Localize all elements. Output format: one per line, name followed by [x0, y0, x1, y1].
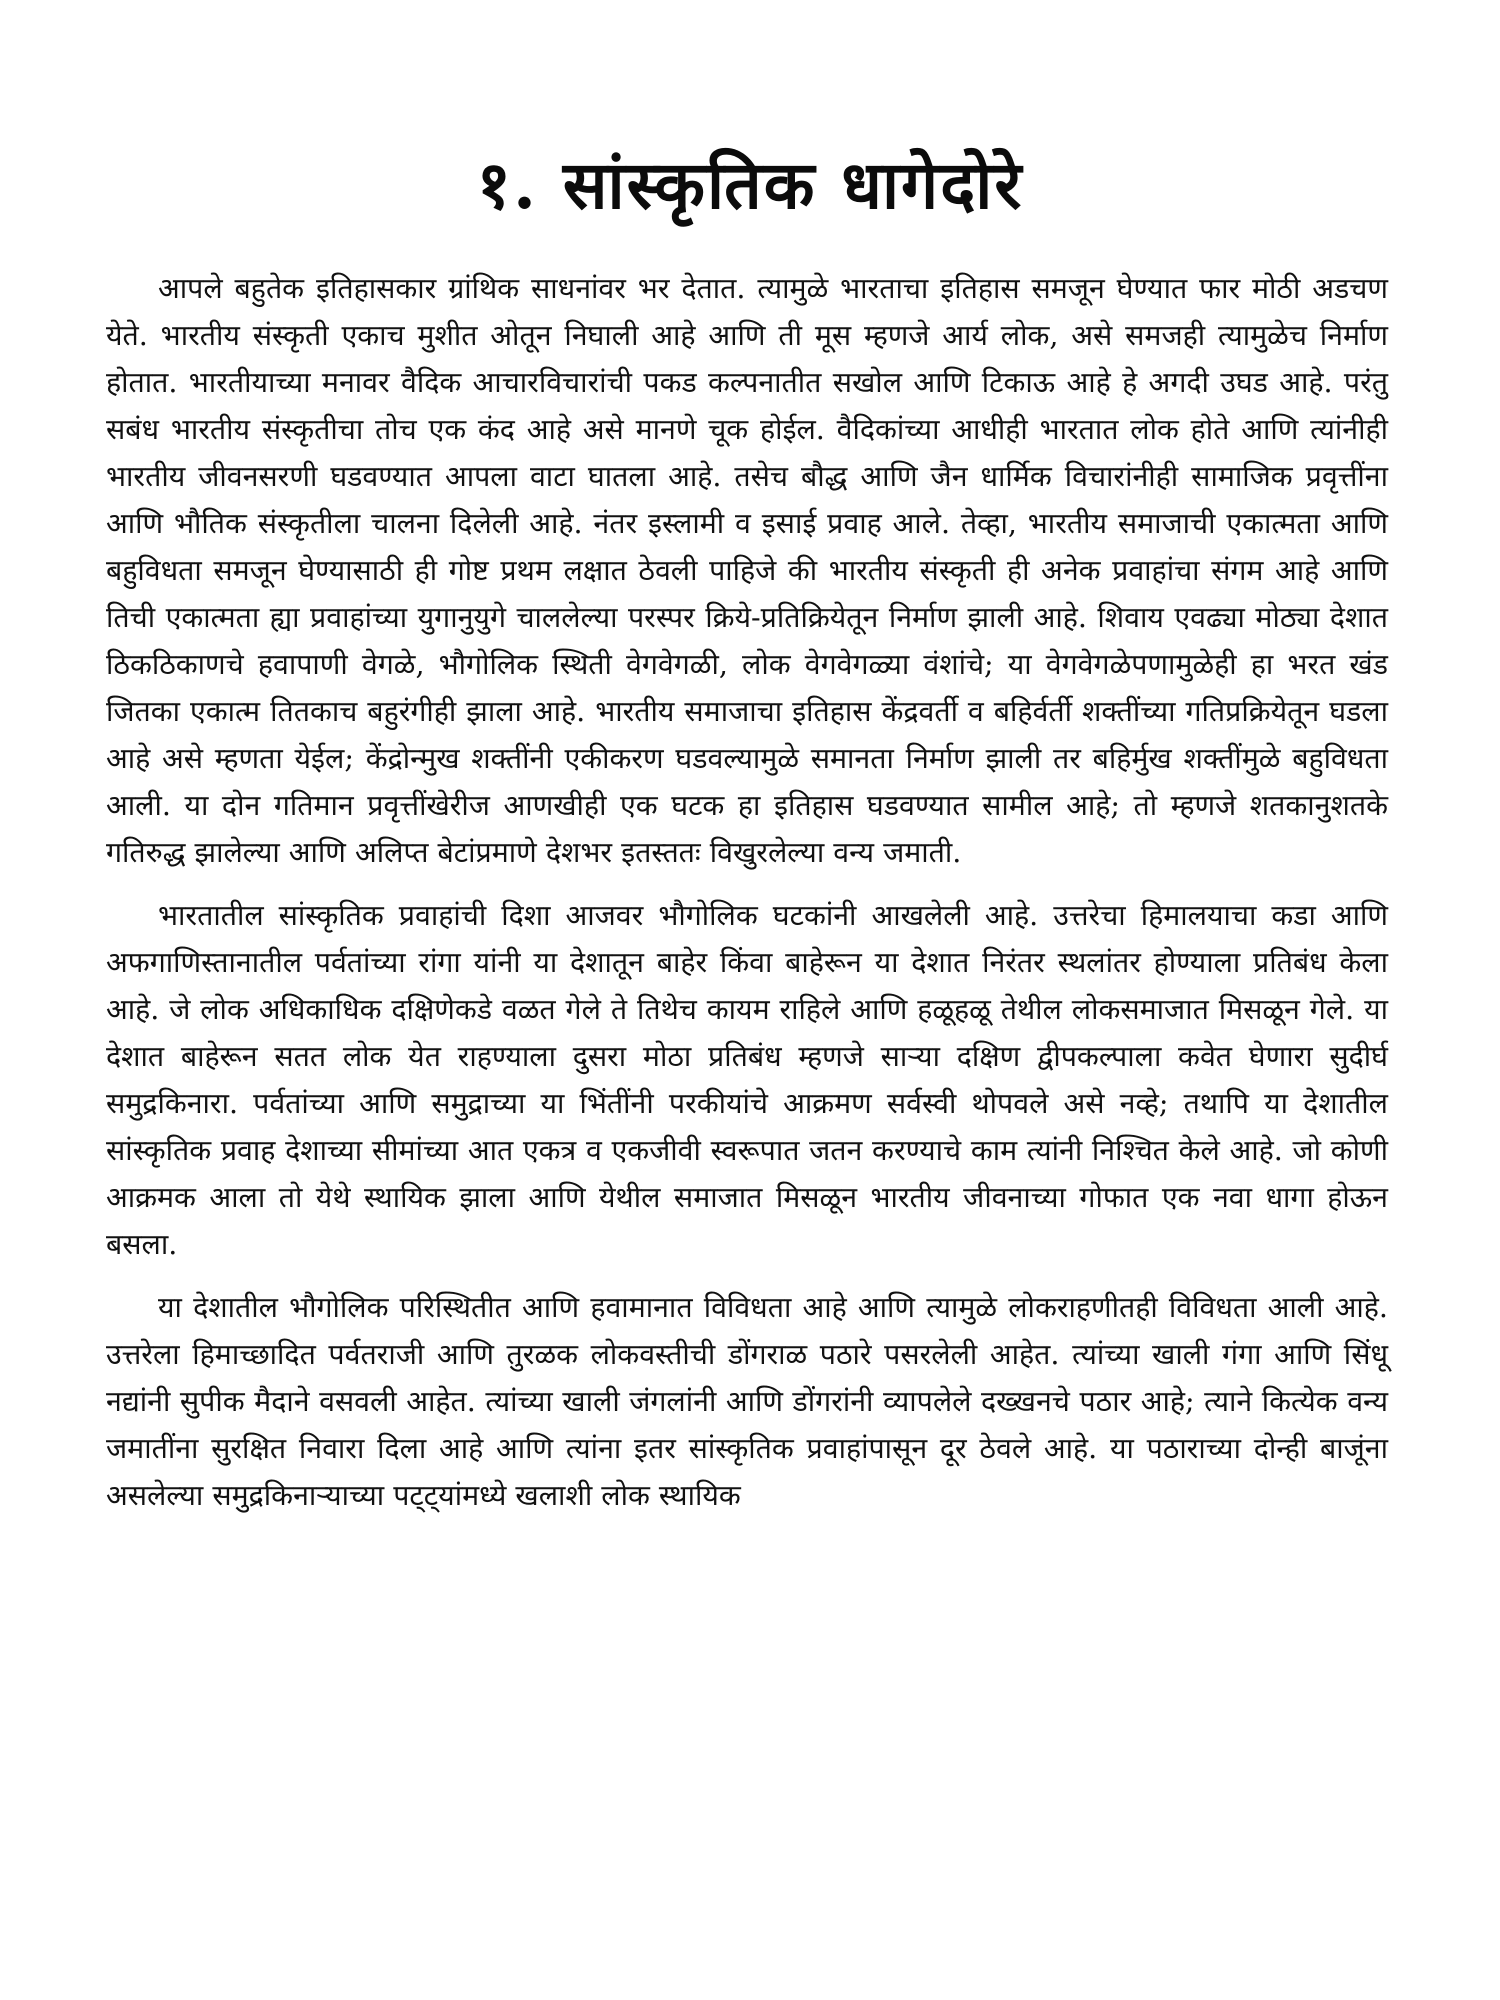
paragraph-1: आपले बहुतेक इतिहासकार ग्रांथिक साधनांवर भर देतात. त्यामुळे भारताचा इतिहास समजून घेण्यात फार मोठी अडचण येते. भारतीय संस्कृती एकाच मुशीत ओतून निघाली आहे आणि ती मूस म्हणजे आर्य लोक, असे समजही त्यामुळेच निर्माण होतात. भारतीयाच्या मनावर वैदिक आचारविचारांची पकड कल्पनातीत सखोल आणि टिकाऊ आहे हे अगदी उघड आहे. परंतु सबंध भारतीय संस्कृतीचा तोच एक कंद आहे असे मानणे चूक होईल. वैदिकांच्या आधीही भारतात लोक होते आणि त्यांनीही भारतीय जीवनसरणी घडवण्यात आपला वाटा घातला आहे. तसेच बौद्ध आणि जैन धार्मिक विचारांनीही सामाजिक प्रवृत्तींना आणि भौतिक संस्कृतीला चालना दिलेली आहे. नंतर इस्लामी व इसाई प्रवाह आले. तेव्हा, भारतीय समाजाची एकात्मता आणि बहुविधता समजून घेण्यासाठी ही गोष्ट प्रथम लक्षात ठेवली पाहिजे की भारतीय संस्कृती ही अनेक प्रवाहांचा संगम आहे आणि तिची एकात्मता ह्या प्रवाहांच्या युगानुयुगे चाललेल्या परस्पर क्रिये-प्रतिक्रियेतून निर्माण झाली आहे. शिवाय एवढ्या मोठ्या देशात ठिकठिकाणचे हवापाणी वेगळे, भौगोलिक स्थिती वेगवेगळी, लोक वेगवेगळ्या वंशांचे; या वेगवेगळेपणामुळेही हा भरत खंड जितका एकात्म तितकाच बहुरंगीही झाला आहे. भारतीय समाजाचा इतिहास केंद्रवर्ती व बहिर्वर्ती शक्तींच्या गतिप्रक्रियेतून घडला आहे असे म्हणता येईल; केंद्रोन्मुख शक्तींनी एकीकरण घडवल्यामुळे समानता निर्माण झाली तर बहिर्मुख शक्तींमुळे बहुविधता आली. या दोन गतिमान प्रवृत्तींखेरीज आणखीही एक घटक हा इतिहास घडवण्यात सामील आहे; तो म्हणजे शतकानुशतके गतिरुद्ध झालेल्या आणि अलिप्त बेटांप्रमाणे देशभर इतस्ततः विखुरलेल्या वन्य जमाती.	[106, 272, 1388, 869]
chapter-body	[106, 265, 1388, 1535]
chapter-title: १. सांस्कृतिक धागेदोरे	[476, 146, 1024, 224]
paragraph-2: भारतातील सांस्कृतिक प्रवाहांची दिशा आजवर भौगोलिक घटकांनी आखलेली आहे. उत्तरेचा हिमालयाचा कडा आणि अफगाणिस्तानातील पर्वतांच्या रांगा यांनी या देशातून बाहेर किंवा बाहेरून या देशात निरंतर स्थलांतर होण्याला प्रतिबंध केला आहे. जे लोक अधिकाधिक दक्षिणेकडे वळत गेले ते तिथेच कायम राहिले आणि हळूहळू तेथील लोकसमाजात मिसळून गेले. या देशात बाहेरून सतत लोक येत राहण्याला दुसरा मोठा प्रतिबंध म्हणजे साऱ्या दक्षिण द्वीपकल्पाला कवेत घेणारा सुदीर्घ समुद्रकिनारा. पर्वतांच्या आणि समुद्राच्या या भिंतींनी परकीयांचे आक्रमण सर्वस्वी थोपवले असे नव्हे; तथापि या देशातील सांस्कृतिक प्रवाह देशाच्या सीमांच्या आत एकत्र व एकजीवी स्वरूपात जतन करण्याचे काम त्यांनी निश्चित केले आहे. जो कोणी आक्रमक आला तो येथे स्थायिक झाला आणि येथील समाजात मिसळून भारतीय जीवनाच्या गोफात एक नवा धागा होऊन बसला.	[106, 899, 1388, 1261]
paragraph-3: या देशातील भौगोलिक परिस्थितीत आणि हवामानात विविधता आहे आणि त्यामुळे लोकराहणीतही विविधता आली आहे. उत्तरेला हिमाच्छादित पर्वतराजी आणि तुरळक लोकवस्तीची डोंगराळ पठारे पसरलेली आहेत. त्यांच्या खाली गंगा आणि सिंधू नद्यांनी सुपीक मैदाने वसवली आहेत. त्यांच्या खाली जंगलांनी आणि डोंगरांनी व्यापलेले दख्खनचे पठार आहे; त्याने कित्येक वन्य जमातींना सुरक्षित निवारा दिला आहे आणि त्यांना इतर सांस्कृतिक प्रवाहांपासून दूर ठेवले आहे. या पठाराच्या दोन्ही बाजूंना असलेल्या समुद्रकिनाऱ्याच्या पट्ट्यांमध्ये खलाशी लोक स्थायिक	[106, 1291, 1388, 1512]
